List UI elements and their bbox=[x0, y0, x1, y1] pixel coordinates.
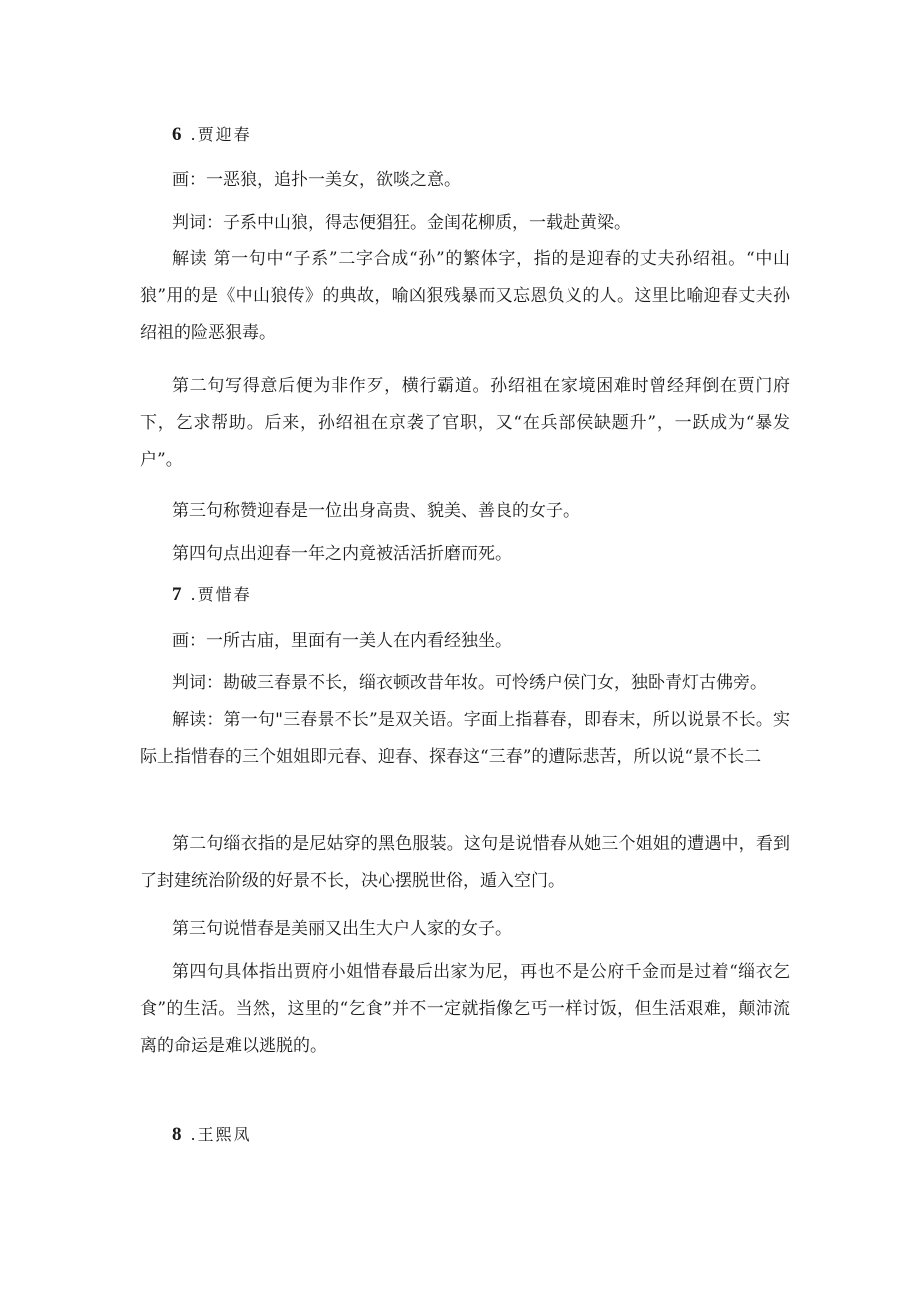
interpretation-paragraph: 第二句写得意后便为非作歹，横行霸道。孙绍祖在家境困难时曾经拜倒在贾门府下，乞求帮助。后来，孙绍祖在京袭了官职，又“在兵部侯缺题升”，一跃成为“暴发户”。 bbox=[140, 376, 790, 470]
section-number: 7 bbox=[172, 584, 183, 605]
interpretation-paragraph: 第三句说惜春是美丽又出生大户人家的女子。 bbox=[172, 919, 512, 939]
section-title: .贾惜春 bbox=[190, 585, 252, 604]
verdict-line: 判词：勘破三春景不长，缁衣顿改昔年妆。可怜绣户侯门女，独卧青灯古佛旁。 bbox=[172, 673, 767, 693]
interpretation-paragraph: 第四句具体指出贾府小姐惜春最后出家为尼，再也不是公府千金而是过着“缁衣乞食”的生活。当然，这里的“乞食”并不一定就指像乞丐一样讨饭，但生活艰难，颠沛流离的命运是难以逃脱的。 bbox=[140, 962, 790, 1056]
picture-line: 画：一所古庙，里面有一美人在内看经独坐。 bbox=[172, 631, 512, 651]
section-heading-8 bbox=[172, 1122, 252, 1146]
section-number: 6 bbox=[172, 124, 183, 145]
interpretation-paragraph: 解读：第一句"三春景不长”是双关语。字面上指暮春，即春末，所以说景不长。实际上指惜春的三个姐姐即元春、迎春、探春这“三春”的遭际悲苦，所以说“景不长二 bbox=[140, 710, 790, 767]
interpretation-paragraph: 第四句点出迎春一年之内竟被活活折磨而死。 bbox=[172, 544, 512, 564]
interpretation-paragraph: 第二句缁衣指的是尼姑穿的黑色服装。这句是说惜春从她三个姐姐的遭遇中，看到了封建统治阶级的好景不长，决心摆脱世俗，遁入空门。 bbox=[140, 834, 790, 891]
section-title: .王熙凤 bbox=[190, 1125, 252, 1144]
section-title: .贾迎春 bbox=[190, 125, 252, 144]
section-heading-6 bbox=[172, 122, 252, 146]
interpretation-paragraph: 第三句称赞迎春是一位出身高贵、貌美、善良的女子。 bbox=[172, 501, 580, 521]
verdict-line: 判词：子系中山狼，得志便猖狂。金闺花柳质，一载赴黄梁。 bbox=[172, 213, 631, 233]
picture-line: 画：一恶狼，追扑一美女，欲啖之意。 bbox=[172, 170, 461, 190]
interpretation-paragraph: 解读 第一句中“子系”二字合成“孙”的繁体字，指的是迎春的丈夫孙绍祖。“中山狼”用的是《中山狼传》的典故，喻凶狠残暴而又忘恩负义的人。这里比喻迎春丈夫孙绍祖的险恶狠毒。 bbox=[140, 249, 790, 343]
section-heading-7 bbox=[172, 582, 252, 606]
section-number: 8 bbox=[172, 1124, 183, 1145]
